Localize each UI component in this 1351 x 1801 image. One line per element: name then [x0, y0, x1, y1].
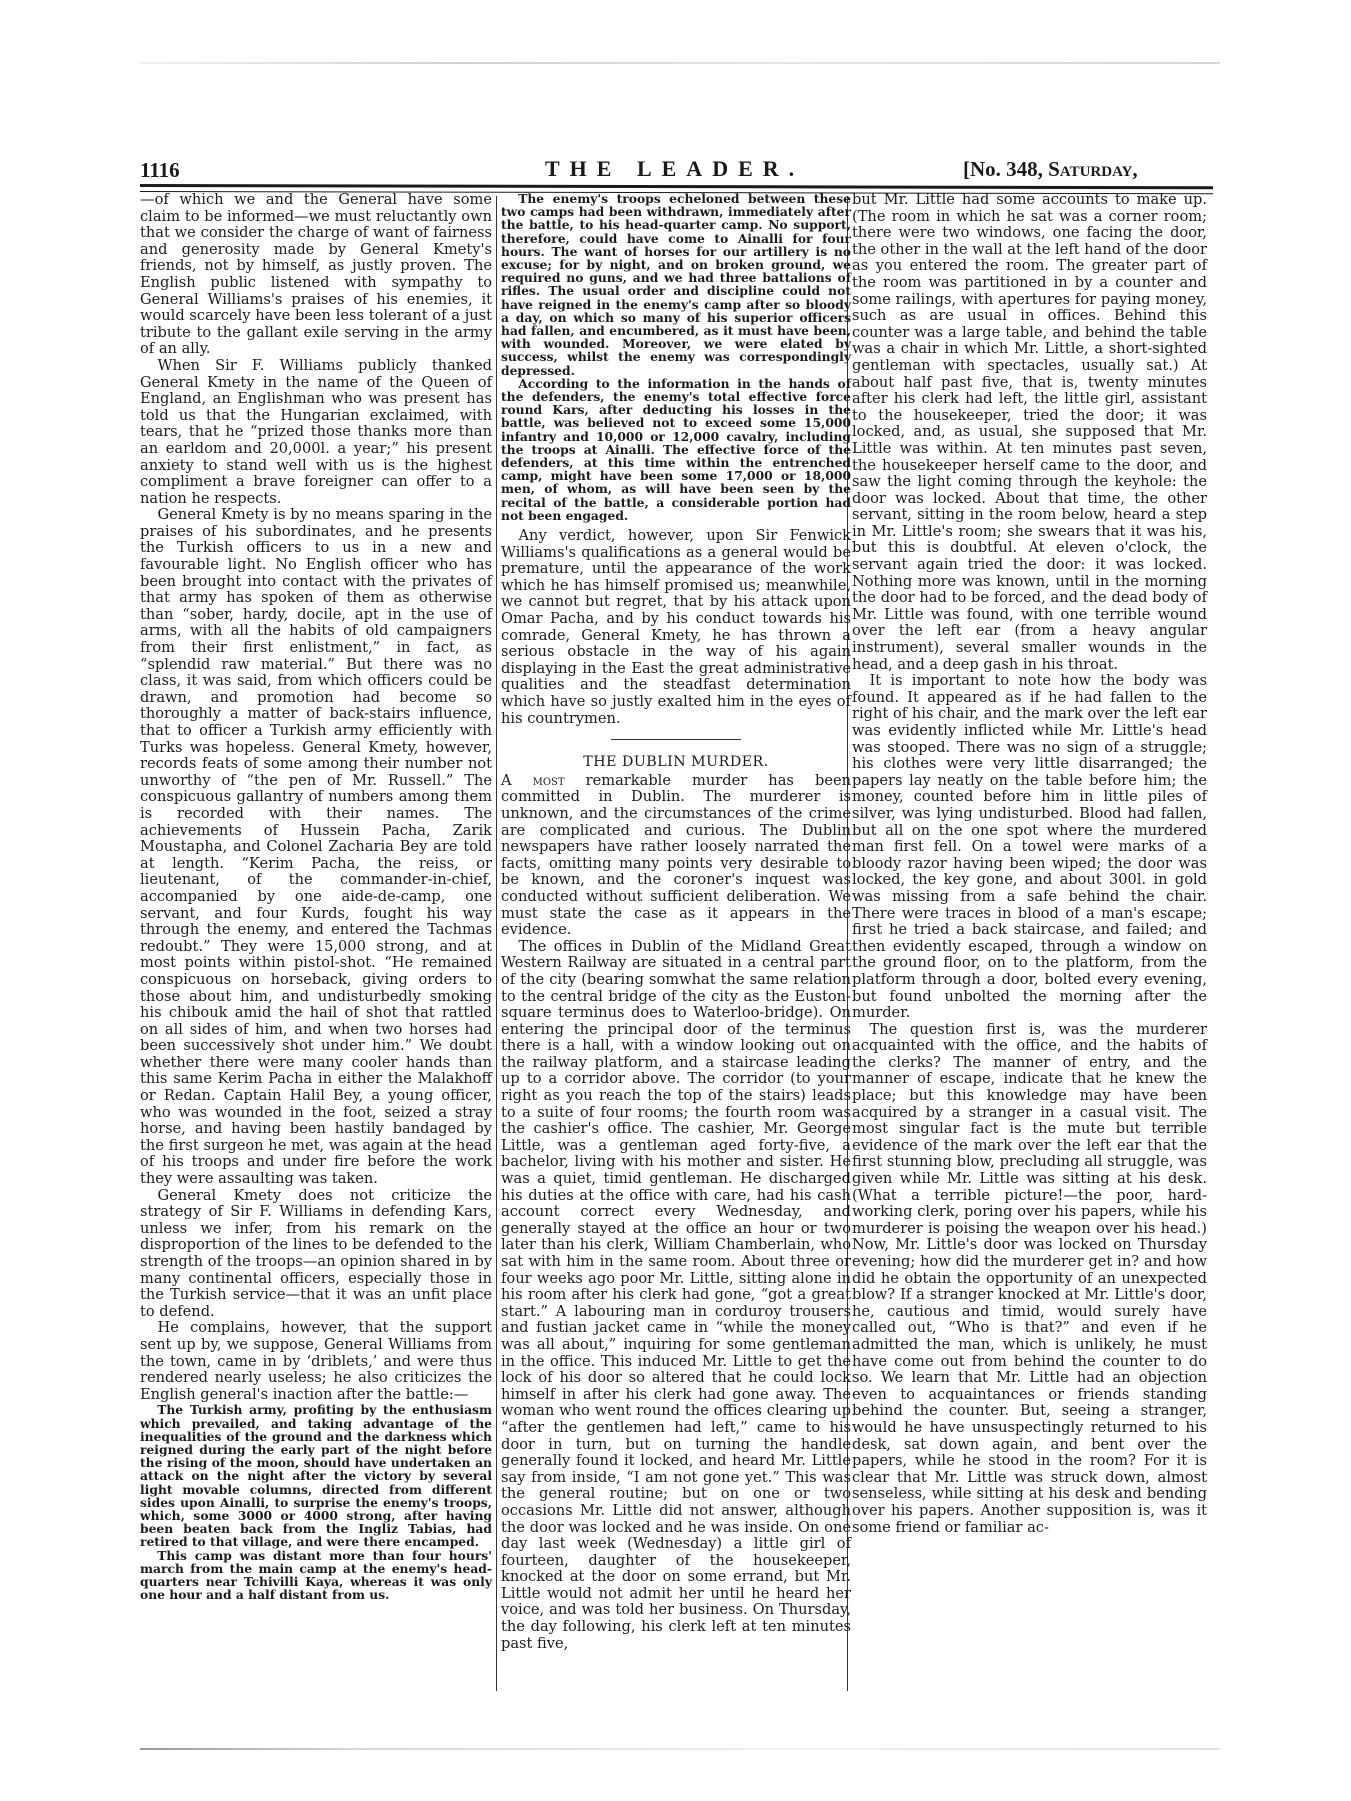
block-quote	[501, 192, 851, 522]
lead-in: A most	[501, 771, 565, 789]
paragraph: —of which we and the General have some claim to be informed—we must reluctantly own that we consider the charge of want of fairness and generosity made by General Kmety's friends, not by himself, as justly proven. The English public listened with sympathy to General Williams's praises of his enemies, it would scarcely have been less tolerant of a just tribute to the gallant exile serving in the army of an ally.	[140, 191, 492, 358]
column-3	[852, 192, 1207, 1536]
scan-edge-top	[140, 62, 1220, 64]
paragraph: He complains, however, that the support sent up by, we suppose, General Williams from the town, came in by ‘driblets,’ and were thus rendered nearly useless; he also criticizes the English general's inaction after the battle:—	[140, 1319, 492, 1403]
masthead-title: THE LEADER.	[545, 156, 805, 181]
quote-paragraph: This camp was distant more than four hours' march from the main camp at the enemy's head-quarters near Tchivilli Kaya, whereas it was only one hour and a half distant from us.	[140, 1547, 492, 1603]
paragraph: The offices in Dublin of the Midland Great Western Railway are situated in a central part of the city (bearing somwhat the same relation to the central bridge of the city as the Euston-square terminus does to Waterloo-bridge). On entering the principal door of the terminus there is a hall, with a window looking out on the railway platform, and a staircase leading up to a corridor above. The corridor (to your right as you reach the top of the stairs) leads to a suite of four rooms; the fourth room was the cashier's office. The cashier, Mr. George Little, was a gentleman aged forty-five, a bachelor, living with his mother and sister. He was a quiet, timid gentleman. He discharged his duties at the office with care, had his cash account correct every Wednesday, and generally stayed at the office an hour or two later than his clerk, William Chamberlain, who sat with him in the same room. About three or four weeks ago poor Mr. Little, sitting alone in his room after his clerk had gone, “got a great start.” A labouring man in corduroy trousers and fustian jacket came in “while the money was all about,” inquiring for some gentleman in the office. This induced Mr. Little to get the lock of his door so altered that he could lock himself in after his clerk had gone away. The woman who went round the offices clearing up “after the gentlemen had left,” came to his door in turn, but on turning the handle generally found it locked, and heard Mr. Little say from inside, “I am not gone yet.” This was the general routine; but on one or two occasions Mr. Little did not answer, although the door was locked and he was inside. On one day last week (Wednesday) a little girl of fourteen, daughter of the housekeeper, knocked at the door on some errand, but Mr. Little would not admit her until he heard her voice, and was told her business. On Thursday, the day following, his clerk left at ten minutes past five,	[501, 937, 851, 1652]
section-title: THE DUBLIN MURDER.	[583, 754, 769, 771]
issue-label	[963, 157, 1138, 182]
paragraph: It is important to note how the body was found. It appeared as if he had fallen to the right of his chair, and the mark over the left ear was evidently inflicted while Mr. Little's head was stooped. There was no sign of a struggle; his clothes were very little disarranged; the papers lay neatly on the table before him; the money, counted before him in little piles of silver, was lying undisturbed. Blood had fallen, but all on the one spot where the murdered man first fell. On a towel were marks of a bloody razor having been wiped; the door was locked, the key gone, and about 300l. in gold was missing from a safe behind the chair. There were traces in blood of a man's escape; first he tried a back staircase, and failed; and then evidently escaped, through a window on the ground floor, on to the platform, from the platform through a door, bolted every evening, but found unbolted the morning after the murder.	[852, 672, 1207, 1022]
column-2	[501, 192, 851, 1652]
paragraph: Any verdict, however, upon Sir Fenwick Williams's qualifications as a general would be premature, until the appearance of the work which he has himself promised us; meanwhile, we cannot but regret, that by his attack upon Omar Pacha, and by his conduct towards his comrade, General Kmety, he has thrown a serious obstacle in the way of his again displaying in the East the great administrative qualities and the steadfast determination which have so justly exalted him in the eyes of his countrymen.	[501, 527, 851, 727]
quote-paragraph: The enemy's troops echeloned between these two camps had been withdrawn, immediately after the battle, to his head-quarter camp. No support, therefore, could have come to Ainalli for four hours. The want of horses for our artillery is no excuse; for by night, and on broken ground, we required no guns, and we had three battalions of rifles. The usual order and discipline could not have reigned in the enemy's camp after so bloody a day, on which so many of his superior officers had fallen, and encumbered, as it must have been, with wounded. Moreover, we were elated by success, whilst the enemy was correspondingly depressed.	[501, 191, 851, 378]
paragraph: General Kmety does not criticize the strategy of Sir F. Williams in defending Kars, unless we infer, from his remark on the disproportion of the lines to be defended to the strength of the troops—an opinion shared in by many continental officers, especially those in the Turkish service—that it was an unfit place to defend.	[140, 1186, 492, 1320]
column-1	[140, 192, 492, 1601]
lead-paragraph-text: remarkable murder has been committed in Dublin. The murderer is unknown, and the circumstances of the crime are complicated and curious. The Dublin newspapers have rather loosely narrated the facts, omitting many points very desirable to be known, and the coroner's inquest was conducted without sufficient deliberation. We must state the case as it appears in the evidence.	[501, 771, 851, 939]
issue-number: [No. 348,	[963, 157, 1049, 181]
paragraph: General Kmety is by no means sparing in the praises of his subordinates, and he presents the Turkish officers to us in a new and favourable light. No English officer who has been brought into contact with the privates of that army has spoken of them as otherwise than “sober, hardy, docile, apt in the use of arms, with all the habits of old campaigners from their first enlistment,” in fact, as “splendid raw material.” But there was no class, it was said, from which officers could be drawn, and promotion had become so thoroughly a matter of back-stairs influence, that to officer a Turkish army efficiently with Turks was hopeless. General Kmety, however, records feats of some among their number not unworthy of “the pen of Mr. Russell.” The conspicuous gallantry of numbers among them is recorded with their names. The achievements of Hussein Pacha, Zarik Moustapha, and Colonel Zacharia Bey are told at length. “Kerim Pacha, the reiss, or lieutenant, of the commander-in-chief, accompanied by one aide-de-camp, one servant, and four Kurds, fought his way through the enemy, and entered the Tachmas redoubt.” They were 15,000 strong, and at most points within pistol-shot. “He remained conspicuous on horseback, giving orders to those about him, and undisturbedly smoking his chibouk amid the hail of shot that rattled on all sides of him, and when two horses had been successively shot under him.” We doubt whether there were many cooler hands than this same Kerim Pacha in either the Malakhoff or Redan. Captain Halil Bey, a young officer, who was wounded in the foot, seized a stray horse, and having been hastily bandaged by the first surgeon he met, was again at the head of his troops and under fire before the work they were assaulting was taken.	[140, 506, 492, 1188]
paragraph: When Sir F. Williams publicly thanked General Kmety in the name of the Queen of England, an Englishman who was present has told us that the Hungarian exclaimed, with tears, that he “prized those thanks more than an earldom and 20,000l. a year;” his present anxiety to stand well with us is the highest compliment a brave foreigner can offer to a nation he respects.	[140, 356, 492, 507]
paragraph	[501, 773, 851, 939]
column-divider	[496, 196, 497, 1691]
issue-day: Saturday,	[1048, 157, 1138, 181]
section-divider	[611, 739, 741, 740]
paragraph: but Mr. Little had some accounts to make up. (The room in which he sat was a corner room; there were two windows, one facing the door, the other in the wall at the left hand of the door as you entered the room. The greater part of the room was partitioned in by a counter and some railings, with apertures for paying money, such as are usual in offices. Behind this counter was a large table, and behind the table was a chair in which Mr. Little, a short-sighted gentleman with spectacles, usually sat.) At about half past five, that is, twenty minutes after his clerk had left, the little girl, assistant to the housekeeper, tried the door; it was locked, and, as usual, she supposed that Mr. Little was within. At ten minutes past seven, the housekeeper herself came to the door, and saw the light coming through the keyhole: the door was locked. About that time, the other servant, sitting in the room below, heard a step in Mr. Little's room; she swears that it was his, but this is doubtful. At eleven o'clock, the servant again tried the door: it was locked. Nothing more was known, until in the morning the door had to be forced, and the dead body of Mr. Little was found, with one terrible wound over the left ear (from a heavy angular instrument), several smaller wounds in the head, and a deep gash in his throat.	[852, 191, 1207, 673]
page-number: 1116	[140, 158, 180, 182]
scan-edge-bottom	[140, 1748, 1220, 1750]
quote-paragraph: The Turkish army, profiting by the enthusiasm which prevailed, and taking advantage of the inequalities of the ground and the darkness which reigned during the early part of the night before the rising of the moon, should have undertaken an attack on the night after the victory by several light movable columns, directed from different sides upon Ainalli, to surprise the enemy's troops, which, some 3000 or 4000 strong, after having been beaten back from the Ingliz Tabias, had retired to that village, and were there encamped.	[140, 1402, 492, 1550]
paragraph: The question first is, was the murderer acquainted with the office, and the habits of the clerks? The manner of entry, and the manner of escape, indicate that he knew the place; but this knowledge may have been acquired by a stranger in a casual visit. The most singular fact is the mute but terrible evidence of the mark over the left ear that the first stunning blow, precluding all struggle, was given while Mr. Little was sitting at his desk. (What a terrible picture!—the poor, hard-working clerk, poring over his papers, while his murderer is poising the weapon over his head.) Now, Mr. Little's door was locked on Thursday evening; how did the murderer get in? and how did he obtain the opportunity of an unexpected blow? If a stranger knocked at Mr. Little's door, he, cautious and timid, would surely have called out, “Who is that?” and even if he admitted the man, which is unlikely, he must have come out from behind the counter to do so. We learn that Mr. Little had an objection even to acquaintances or friends standing behind the counter. But, seeing a stranger, would he have unsuspectingly returned to his desk, sat down again, and bent over the papers, while he stood in the room? For it is clear that Mr. Little was struck down, almost senseless, while sitting at his desk and bending over his papers. Another supposition is, was it some friend or familiar ac-	[852, 1020, 1207, 1536]
quote-paragraph: According to the information in the hands of the defenders, the enemy's total effective force round Kars, after deducting his losses in the battle, was believed not to exceed some 15,000 infantry and 10,000 or 12,000 cavalry, including the troops at Ainalli. The effective force of the defenders, at this time within the entrenched camp, might have been some 17,000 or 18,000 men, of whom, as will have been seen by the recital of the battle, a considerable portion had not been engaged.	[501, 375, 851, 523]
block-quote	[140, 1403, 492, 1601]
